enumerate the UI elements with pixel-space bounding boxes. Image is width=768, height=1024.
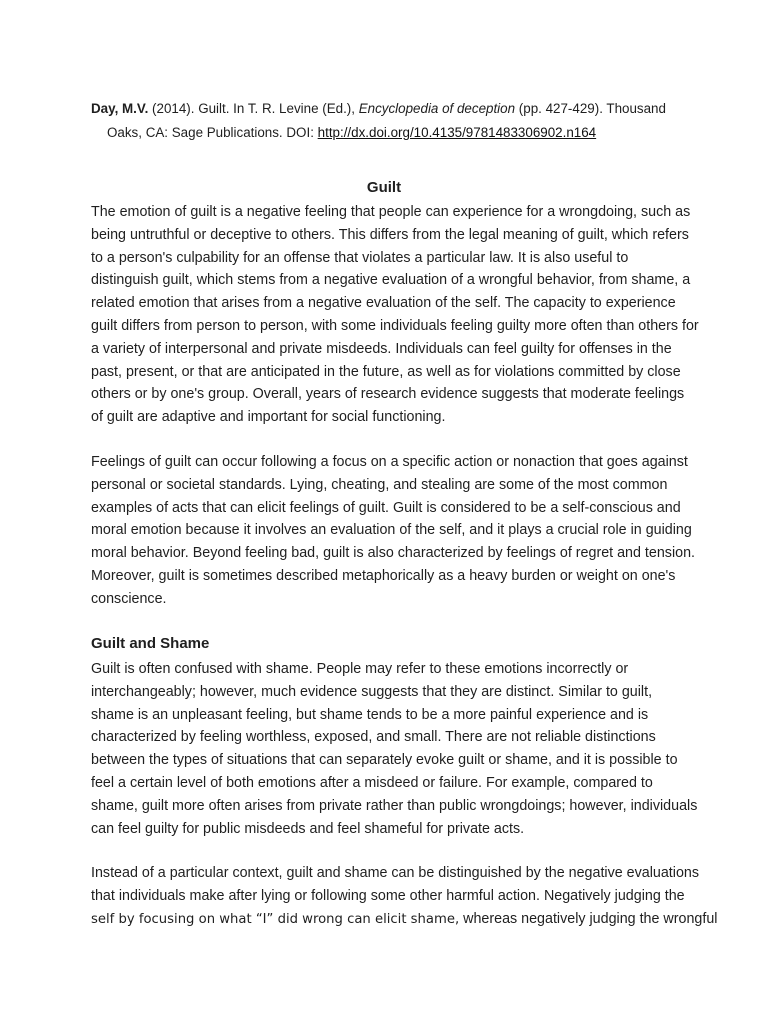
paragraph-line bbox=[91, 908, 718, 932]
paragraph-line: Instead of a particular context, guilt and shame can be distinguished by the negative evaluations bbox=[91, 865, 700, 881]
paragraph-line: related emotion that arises from a negative evaluation of the self. The capacity to experience bbox=[91, 295, 676, 312]
paragraph-4 bbox=[91, 862, 718, 931]
citation bbox=[91, 97, 711, 145]
paragraph-line: Moreover, guilt is sometimes described metaphorically as a heavy burden or weight on one's bbox=[91, 567, 676, 584]
paragraph-line: feel a certain level of both emotions after a misdeed or failure. For example, compared to bbox=[91, 774, 653, 791]
citation-line-1 bbox=[91, 97, 711, 121]
citation-publisher: Oaks, CA: Sage Publications. bbox=[107, 125, 283, 140]
paragraph-line: distinguish guilt, which stems from a negative evaluation of a wrongful behavior, from shame, a bbox=[91, 272, 691, 289]
citation-year-title: (2014). Guilt. In T. R. Levine (Ed.), bbox=[152, 101, 355, 116]
page-title: Guilt bbox=[366, 179, 402, 196]
citation-author: Day, M.V. bbox=[91, 101, 149, 116]
paragraph-line: interchangeably; however, much evidence suggests that they are distinct. Similar to guilt, bbox=[91, 683, 653, 700]
paragraph-line: moral emotion because it involves an evaluation of the self, and it plays a crucial role in guiding bbox=[91, 522, 692, 539]
paragraph-line: that individuals make after lying or following some other harmful action. Negatively judging the bbox=[91, 887, 685, 904]
paragraph-line: conscience. bbox=[91, 590, 167, 607]
paragraph-line: Feelings of guilt can occur following a focus on a specific action or nonaction that goes against bbox=[91, 454, 688, 470]
paragraph-line: personal or societal standards. Lying, cheating, and stealing are some of the most common bbox=[91, 476, 668, 493]
paragraph-line: to a person's culpability for an offense that violates a particular law. It is also useful to bbox=[91, 249, 629, 266]
paragraph-line: moral behavior. Beyond feeling bad, guilt is also characterized by feelings of regret and tension. bbox=[91, 545, 696, 562]
paragraph-line: The emotion of guilt is a negative feeling that people can experience for a wrongdoing, such as bbox=[91, 204, 691, 220]
paragraph-line: shame, guilt more often arises from private rather than public wrongdoings; however, individuals bbox=[91, 797, 698, 814]
citation-doi-link[interactable]: http://dx.doi.org/10.4135/9781483306902.n164 bbox=[317, 125, 597, 140]
citation-book-title: Encyclopedia of deception bbox=[358, 101, 516, 116]
paragraph-line: Guilt is often confused with shame. People may refer to these emotions incorrectly or bbox=[91, 661, 629, 677]
citation-doi-label: DOI: bbox=[286, 125, 314, 140]
paragraph-line: examples of acts that can elicit feelings of guilt. Guilt is considered to be a self-conscious and bbox=[91, 499, 681, 516]
paragraph-line: a variety of interpersonal and private misdeeds. Individuals can feel guilty for offenses in the bbox=[91, 340, 672, 357]
paragraph-line: shame is an unpleasant feeling, but shame tends to be a more painful experience and is bbox=[91, 706, 649, 723]
citation-line-2 bbox=[91, 121, 711, 145]
section-heading: Guilt and Shame bbox=[91, 635, 210, 652]
paragraph-line: between the types of situations that can separately evoke guilt or shame, and it is possible to bbox=[91, 752, 678, 769]
paragraph-2 bbox=[91, 451, 696, 611]
paragraph-line: past, present, or that are anticipated in the future, as well as for violations committed by close bbox=[91, 363, 681, 380]
paragraph-line-part: whereas negatively judging the wrongful bbox=[459, 910, 718, 927]
paragraph-line: others or by one's group. Overall, years of research evidence suggests that moderate feelings bbox=[91, 386, 685, 403]
paragraph-line: guilt differs from person to person, with some individuals feeling guilty more often than others for bbox=[91, 317, 699, 334]
citation-pages-publisher: (pp. 427-429). Thousand bbox=[518, 101, 666, 116]
paragraph-line: of guilt are adaptive and important for social functioning. bbox=[91, 409, 446, 426]
paragraph-line-part: self by focusing on what “I” did wrong can elicit shame, bbox=[91, 911, 460, 927]
paragraph-line: can feel guilty for public misdeeds and feel shameful for private acts. bbox=[91, 820, 525, 837]
paragraph-3 bbox=[91, 658, 698, 840]
paragraph-line: characterized by feeling worthless, exposed, and small. There are not reliable distinctions bbox=[91, 729, 656, 746]
paragraph-line: being untruthful or deceptive to others. This differs from the legal meaning of guilt, which refers bbox=[91, 226, 689, 243]
paragraph-1 bbox=[91, 201, 699, 429]
